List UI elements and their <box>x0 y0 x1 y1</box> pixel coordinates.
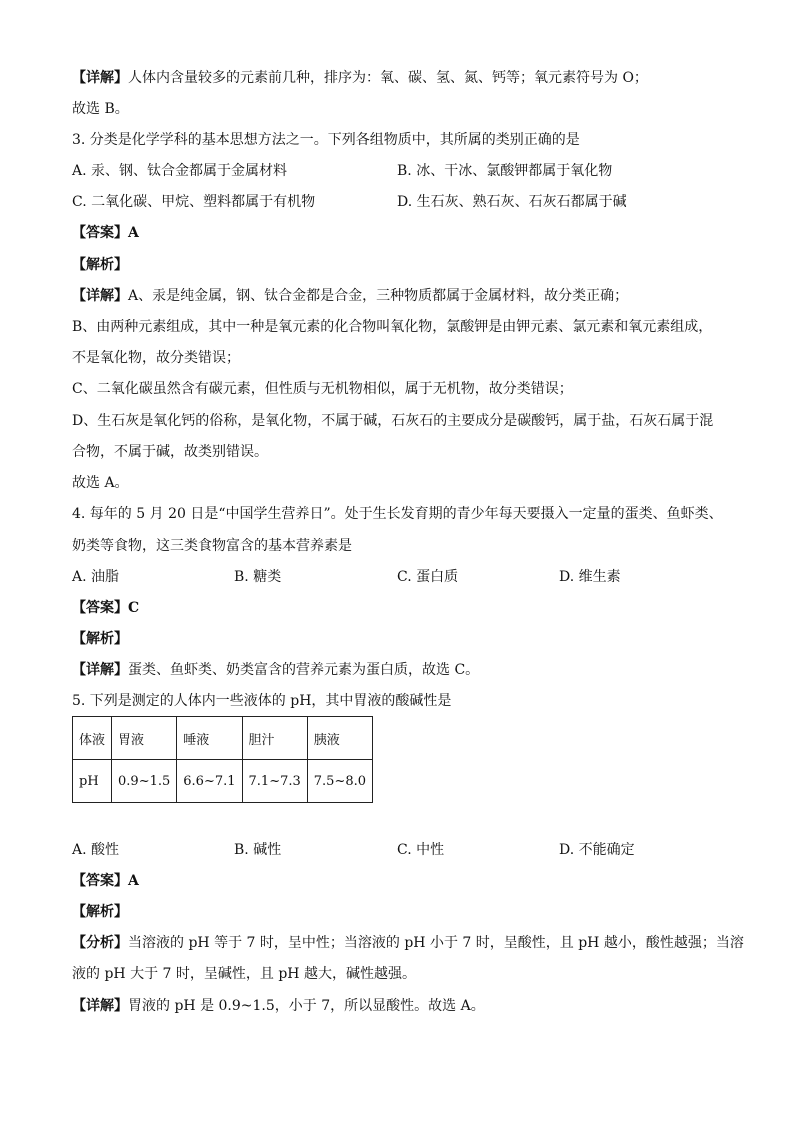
table-header-cell: 唾液 <box>177 717 242 760</box>
q3-analysis-heading: 【解析】 <box>72 257 128 273</box>
q4-answer: 【答案】C <box>72 600 140 616</box>
ph-table <box>72 716 373 803</box>
detail-tag: 【详解】 <box>72 662 128 678</box>
q3-conclusion: 故选 A。 <box>72 475 129 491</box>
q3-detail-d2: 合物，不属于碱，故类别错误。 <box>72 444 268 460</box>
q3-detail-d1: D、生石灰是氧化钙的俗称，是氧化物，不属于碱，石灰石的主要成分是碳酸钙，属于盐，石灰石属于混 <box>72 413 714 429</box>
q5-fenxi-2: 液的 pH 大于 7 时，呈碱性，且 pH 越大，碱性越强。 <box>72 966 416 982</box>
detail-text: 蛋类、鱼虾类、奶类富含的营养元素为蛋白质，故选 C。 <box>128 662 480 678</box>
q5-detail <box>72 996 485 1016</box>
table-cell: 7.1~7.3 <box>242 760 307 803</box>
table-header-cell: 胃液 <box>112 717 177 760</box>
q5-option-c: C. 中性 <box>397 842 445 858</box>
detail-text: A、汞是纯金属，钢、钛合金都是合金，三种物质都属于金属材料，故分类正确； <box>128 288 629 304</box>
q5-option-d: D. 不能确定 <box>559 842 635 858</box>
detail-text: 胃液的 pH 是 0.9~1.5，小于 7，所以显酸性。故选 A。 <box>128 998 485 1014</box>
q3-detail-b1: B、由两种元素组成，其中一种是氧元素的化合物叫氧化物，氯酸钾是由钾元素、氯元素和氧元素组成， <box>72 319 713 335</box>
detail-line-q2 <box>72 68 648 88</box>
table-header-cell: 胆汁 <box>242 717 307 760</box>
table-cell: pH <box>73 760 112 803</box>
q3-option-b: B. 冰、干冰、氯酸钾都属于氧化物 <box>397 163 613 179</box>
question-4-stem-2: 奶类等食物，这三类食物富含的基本营养素是 <box>72 538 352 554</box>
question-5-stem: 5. 下列是测定的人体内一些液体的 pH，其中胃液的酸碱性是 <box>72 693 452 709</box>
q4-option-b: B. 糖类 <box>234 569 282 585</box>
q4-option-d: D. 维生素 <box>559 569 621 585</box>
q4-option-a: A. 油脂 <box>72 569 120 585</box>
q4-detail <box>72 660 479 680</box>
q5-option-a: A. 酸性 <box>72 842 120 858</box>
q3-detail-b2: 不是氧化物，故分类错误； <box>72 350 240 366</box>
q5-analysis-heading: 【解析】 <box>72 904 128 920</box>
q5-fenxi-1 <box>72 933 744 953</box>
q3-option-a: A. 汞、钢、钛合金都属于金属材料 <box>72 163 288 179</box>
table-header-cell: 体液 <box>73 717 112 760</box>
table-cell: 7.5~8.0 <box>307 760 372 803</box>
q4-analysis-heading: 【解析】 <box>72 631 128 647</box>
detail-tag: 【详解】 <box>72 288 128 304</box>
detail-tag: 【详解】 <box>72 70 128 86</box>
q4-option-c: C. 蛋白质 <box>397 569 459 585</box>
conclusion-q2: 故选 B。 <box>72 101 129 117</box>
table-cell: 6.6~7.1 <box>177 760 242 803</box>
q3-answer: 【答案】A <box>72 225 139 241</box>
question-4-stem-1: 4. 每年的 5 月 20 日是“中国学生营养日”。处于生长发育期的青少年每天要摄入一定量的蛋类、鱼虾类、 <box>72 506 723 522</box>
table-header-cell: 胰液 <box>307 717 372 760</box>
q3-option-d: D. 生石灰、熟石灰、石灰石都属于碱 <box>397 194 627 210</box>
table-row <box>73 760 373 803</box>
q3-detail-a <box>72 286 628 306</box>
q3-detail-c: C、二氧化碳虽然含有碳元素，但性质与无机物相似，属于无机物，故分类错误； <box>72 381 573 397</box>
detail-tag: 【详解】 <box>72 998 128 1014</box>
table-cell: 0.9~1.5 <box>112 760 177 803</box>
question-3-stem: 3. 分类是化学学科的基本思想方法之一。下列各组物质中，其所属的类别正确的是 <box>72 132 580 148</box>
q5-answer: 【答案】A <box>72 873 139 889</box>
q5-option-b: B. 碱性 <box>234 842 282 858</box>
analysis-tag: 【分析】 <box>72 935 128 951</box>
table-row <box>73 717 373 760</box>
q3-option-c: C. 二氧化碳、甲烷、塑料都属于有机物 <box>72 194 316 210</box>
detail-text: 人体内含量较多的元素前几种，排序为：氧、碳、氢、氮、钙等；氧元素符号为 O； <box>128 70 648 86</box>
analysis-text: 当溶液的 pH 等于 7 时，呈中性；当溶液的 pH 小于 7 时，呈酸性，且 pH 越小，酸性越强；当溶 <box>128 935 744 951</box>
